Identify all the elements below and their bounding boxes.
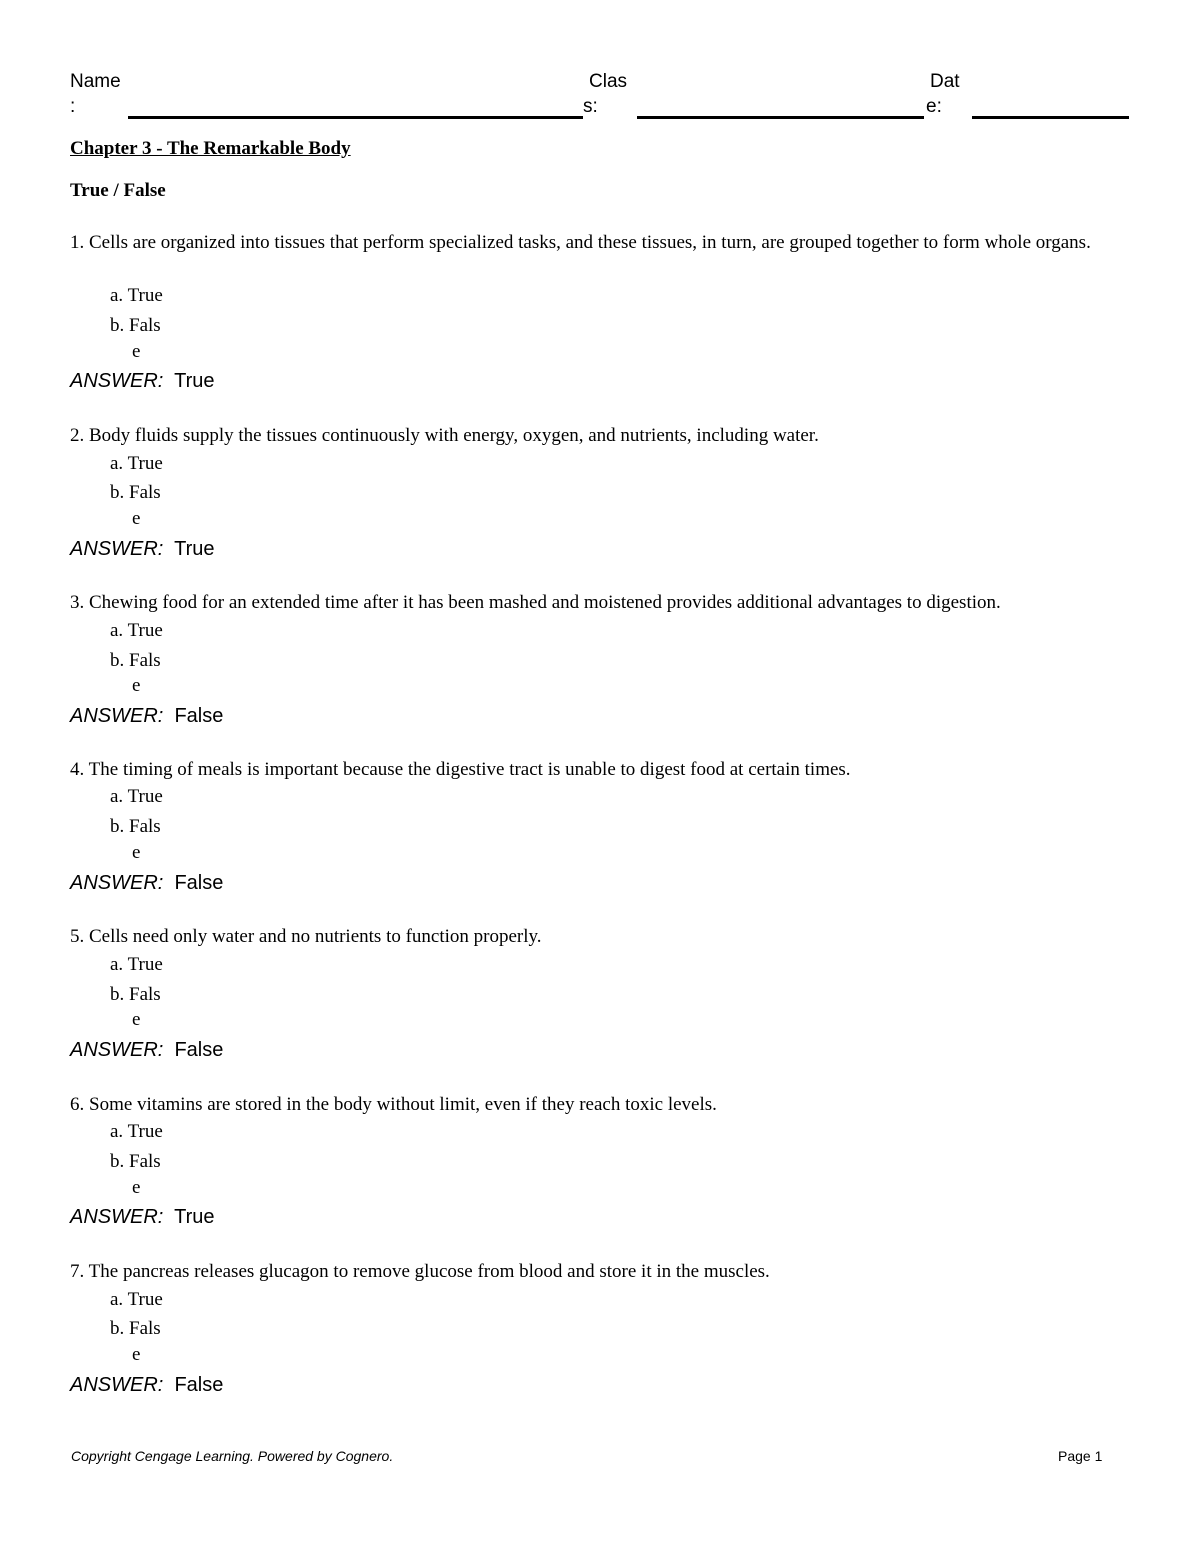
question-text: 2. Body fluids supply the tissues continuously with energy, oxygen, and nutrients, including water.: [70, 425, 819, 446]
answer-value: True: [174, 538, 215, 560]
answer-value: True: [174, 1206, 215, 1228]
option-b-false[interactable]: b. Fals: [110, 984, 161, 1005]
answer-label: ANSWER:: [70, 1374, 164, 1396]
answer-label: ANSWER:: [70, 370, 164, 392]
option-a-true[interactable]: a. True: [110, 954, 163, 975]
answer-value: False: [174, 1374, 224, 1396]
answer-value: False: [174, 1039, 224, 1061]
option-b-false-wrap: e: [132, 1009, 141, 1030]
class-field-line[interactable]: [637, 116, 924, 119]
question-text: 7. The pancreas releases glucagon to remove glucose from blood and store it in the muscles.: [70, 1261, 770, 1282]
chapter-title: Chapter 3 - The Remarkable Body: [70, 138, 351, 159]
question-text: 3. Chewing food for an extended time after it has been mashed and moistened provides additional advantages to digestion.: [70, 592, 1001, 613]
date-label-bottom: e:: [926, 96, 942, 117]
option-b-false[interactable]: b. Fals: [110, 315, 161, 336]
option-a-true[interactable]: a. True: [110, 1289, 163, 1310]
footer-copyright: Copyright Cengage Learning. Powered by Cognero.: [71, 1448, 394, 1464]
question-1: [70, 230, 1132, 256]
footer-page-number: Page 1: [1058, 1448, 1103, 1464]
question-5: [70, 924, 1132, 950]
option-b-false[interactable]: b. Fals: [110, 650, 161, 671]
answer-label: ANSWER:: [70, 1039, 164, 1061]
name-label-bottom: :: [70, 96, 76, 117]
name-field-line[interactable]: [128, 116, 583, 119]
option-b-false[interactable]: b. Fals: [110, 1318, 161, 1339]
option-b-false-wrap: e: [132, 1344, 141, 1365]
class-label-bottom: s:: [583, 96, 598, 117]
option-a-true[interactable]: a. True: [110, 786, 163, 807]
answer-5: [70, 1037, 223, 1063]
question-text: 1. Cells are organized into tissues that perform specialized tasks, and these tissues, in turn, are grouped together to form whole organs.: [70, 232, 1091, 253]
option-b-false[interactable]: b. Fals: [110, 816, 161, 837]
option-b-false-wrap: e: [132, 842, 141, 863]
answer-label: ANSWER:: [70, 538, 164, 560]
question-6: [70, 1092, 1132, 1118]
option-b-false[interactable]: b. Fals: [110, 482, 161, 503]
option-a-true[interactable]: a. True: [110, 1121, 163, 1142]
answer-label: ANSWER:: [70, 705, 164, 727]
option-a-true[interactable]: a. True: [110, 620, 163, 641]
answer-value: True: [174, 370, 215, 392]
answer-7: [70, 1372, 223, 1398]
answer-6: [70, 1204, 215, 1230]
option-a-true[interactable]: a. True: [110, 453, 163, 474]
option-b-false-wrap: e: [132, 1177, 141, 1198]
section-heading: True / False: [70, 180, 166, 201]
answer-2: [70, 536, 215, 562]
question-3: [70, 590, 1132, 616]
answer-value: False: [174, 872, 224, 894]
question-text: 4. The timing of meals is important because the digestive tract is unable to digest food at certain times.: [70, 759, 851, 780]
option-b-false-wrap: e: [132, 508, 141, 529]
date-label-top: Dat: [930, 71, 960, 92]
answer-value: False: [174, 705, 224, 727]
option-b-false-wrap: e: [132, 675, 141, 696]
question-7: [70, 1259, 1132, 1285]
question-4: [70, 757, 1132, 783]
answer-1: [70, 368, 215, 394]
answer-3: [70, 703, 223, 729]
question-2: [70, 423, 1132, 449]
option-a-true[interactable]: a. True: [110, 285, 163, 306]
name-label-top: Name: [70, 71, 121, 92]
option-b-false[interactable]: b. Fals: [110, 1151, 161, 1172]
answer-label: ANSWER:: [70, 1206, 164, 1228]
option-b-false-wrap: e: [132, 341, 141, 362]
date-field-line[interactable]: [972, 116, 1129, 119]
question-text: 6. Some vitamins are stored in the body without limit, even if they reach toxic levels.: [70, 1094, 717, 1115]
class-label-top: Clas: [589, 71, 628, 92]
answer-4: [70, 870, 223, 896]
answer-label: ANSWER:: [70, 872, 164, 894]
question-text: 5. Cells need only water and no nutrients to function properly.: [70, 926, 542, 947]
